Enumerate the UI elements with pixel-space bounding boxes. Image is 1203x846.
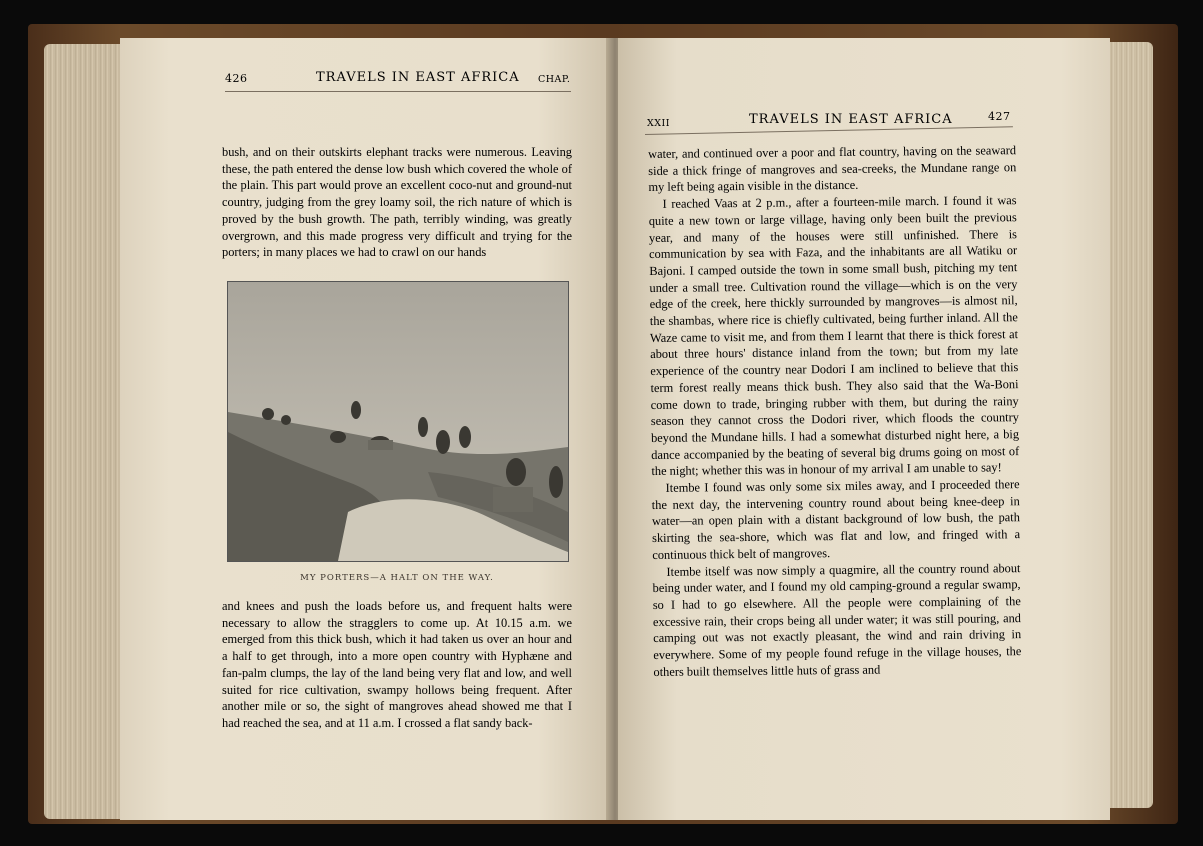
left-paragraph-top-text: bush, and on their outskirts elephant tracks were numerous. Leaving these, the path entered the dense low bush which covered the whole of the plain. This part would prove an excellent coco-nut and ground-nut country, judging from the grey loamy soil, the rich nature of which is proved by the bush growth. The path, terribly winding, was greatly overgrown, and this made progress very difficult and trying for the porters; in many places we had to crawl on our hands [222,145,572,260]
left-paragraph-bottom-text: and knees and push the loads before us, and frequent halts were necessary to allow the stragglers to come up. At 10.15 a.m. we emerged from this thick bush, which it had taken us over an hour and a half to get through, into a more open country with Hyphæne and fan-palm clumps, the lay of the land being very flat and low, and well suited for rice cultivation, swampy hollows being frequent. After another mile or so, the sight of mangroves ahead showed me that I had reached the sea, and at 11 a.m. I crossed a flat sandy back- [222,599,572,730]
right-paragraph-4: Itembe itself was now simply a quagmire, all the country round about being under water, and I found my old camping-ground a regular swamp, so I had to go elsewhere. All the people were complaining of the excessive rain, their crops being all under water; it was still pouring, and camping out was not exactly pleasant, the wind and rain driving in everywhere. Some of my people found refuge in the village houses, the others built themselves little huts of grass and [652,560,1022,679]
left-running-title: TRAVELS IN EAST AFRICA [316,70,520,85]
photo-caption: MY PORTERS—A HALT ON THE WAY. [300,573,494,583]
right-running-title: TRAVELS IN EAST AFRICA [749,112,953,127]
left-page-edges [44,44,128,819]
right-page-text [648,142,1022,680]
right-paragraph-3: Itembe I found was only some six miles away, and I proceeded there the next day, the intervening country round about being knee-deep in water—an open plain with a distant background of low bush, the path skirting the sea-shore, which was flat and low, and fringed with a continuous thick belt of mangroves. [651,477,1021,562]
left-chapter-label: CHAP. [538,74,571,85]
right-page-edges [1105,42,1153,808]
right-paragraph-1: water, and continued over a poor and flat country, having on the seaward side a thick fringe of mangroves and sea-creeks, the Mundane range on my left being again visible in the distance. [648,143,1017,195]
left-header-rule [225,91,571,92]
left-paragraph-top [222,144,572,261]
porters-photo-svg [228,282,568,561]
right-paragraph-2: I reached Vaas at 2 p.m., after a fourteen-mile march. I found it was quite a new town or large village, having only been built the previous year, and many of the houses were still unfinished. There is communication by sea with Faza, and the inhabitants are all Watiku or Bajoni. I camped outside the town in some small bush, pitching my tent under a small tree. Cultivation round the village—which is on the very edge of the creek, here thickly surrounded by mangroves—is almost nil, the shambas, where rice is chiefly cultivated, being further inland. All the Waze came to visit me, and from them I learnt that there is thick forest at about three hours' distance inland from the town; but from my late experience of the country near Dodori I am inclined to believe that this term forest really means thick bush. They also said that the Wa-Boni come down to trade, bringing rubber with them, but during the rainy season they cannot cross the Dodori river, which floods the country beyond the Mundane hills. I had a somewhat disturbed night here, a big dance accompanied by the beating of several big drums going on most of the night; whether this was in honour of my arrival I am unable to say! [648,193,1020,479]
left-paragraph-bottom [222,598,572,732]
left-page-number: 426 [225,72,248,85]
porters-photograph [227,281,569,562]
right-chapter-label: XXII [647,118,671,129]
right-page-number: 427 [988,110,1011,123]
